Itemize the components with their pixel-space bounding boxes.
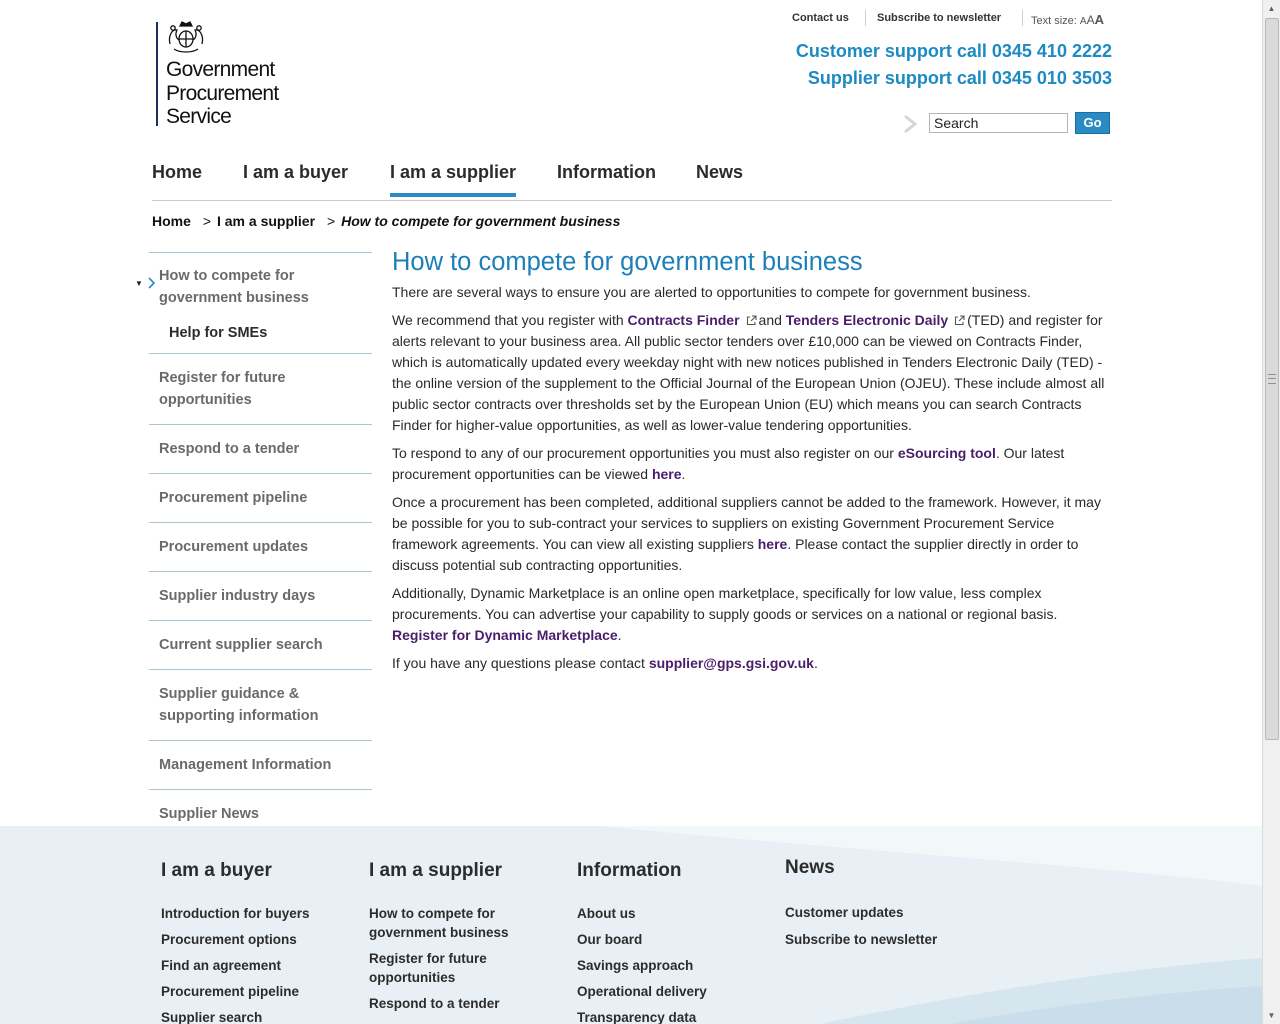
sidebar-item-how-to-compete[interactable] (135, 252, 372, 317)
sidebar-item-management-information[interactable]: Management Information (149, 740, 372, 789)
scroll-up-arrow-icon[interactable]: ▲ (1263, 0, 1280, 17)
paragraph-text: and (758, 312, 786, 328)
paragraph-text: . (617, 627, 622, 643)
footer-link[interactable]: Find an agreement (161, 958, 282, 973)
text-size-label: Text size: (1031, 15, 1077, 27)
paragraph-text: To respond to any of our procurement opportunities you must also register on our (392, 445, 898, 461)
footer-link[interactable]: About us (577, 906, 636, 921)
esourcing-paragraph (392, 443, 1114, 485)
footer-link[interactable]: Procurement pipeline (161, 984, 300, 999)
supplier-support-phone: Supplier support call 0345 010 3503 (807, 68, 1112, 88)
logo-line-3: Service (166, 105, 232, 128)
external-link-icon (746, 315, 757, 326)
footer (0, 826, 1263, 1024)
dynamic-marketplace-paragraph (392, 583, 1114, 646)
sidebar-item-respond-to-tender[interactable]: Respond to a tender (149, 424, 372, 473)
existing-suppliers-here-link[interactable]: here (757, 536, 788, 552)
sidebar-subitem-help-for-smes[interactable]: Help for SMEs (169, 325, 268, 341)
footer-link[interactable]: Introduction for buyers (161, 906, 310, 921)
external-link-icon (954, 315, 965, 326)
footer-link[interactable]: How to compete for government business (369, 906, 509, 940)
search-input[interactable] (929, 113, 1068, 133)
footer-link[interactable]: Subscribe to newsletter (785, 932, 938, 947)
contracts-finder-link[interactable]: Contracts Finder (627, 312, 740, 328)
nav-news[interactable]: News (696, 162, 744, 182)
breadcrumb-supplier[interactable]: I am a supplier (216, 213, 316, 229)
sidebar-item-label: How to compete for (159, 268, 295, 284)
footer-link[interactable]: Respond to a tender (369, 996, 500, 1011)
chevron-right-icon (902, 114, 918, 134)
sidebar-nav (135, 252, 372, 839)
breadcrumb-separator: > (202, 213, 212, 229)
sidebar-item-current-supplier-search[interactable]: Current supplier search (149, 620, 372, 669)
utility-divider (865, 10, 866, 26)
sidebar-item-supplier-news[interactable]: Supplier News (149, 789, 372, 839)
footer-heading: I am a buyer (161, 860, 272, 881)
text-size-large-button[interactable]: A (1094, 12, 1104, 27)
footer-link[interactable]: Our board (577, 932, 643, 947)
paragraph-text: Additionally, Dynamic Marketplace is an online open marketplace, specifically for low value, less complex procurements. You can advertise your capability to supply goods or services on a national or regional basis. (392, 585, 1058, 622)
footer-heading: News (785, 857, 835, 878)
sidebar-item-procurement-pipeline[interactable]: Procurement pipeline (149, 473, 372, 522)
paragraph-text: If you have any questions please contact (392, 655, 649, 671)
footer-column-supplier (369, 860, 519, 1020)
sidebar-item-register-future-opportunities[interactable]: Register for future opportunities (149, 353, 372, 424)
logo-line-1: Government (166, 58, 275, 81)
register-dynamic-marketplace-link[interactable]: Register for Dynamic Marketplace (392, 627, 618, 643)
sidebar-item-supplier-guidance[interactable]: Supplier guidance & supporting information (149, 669, 372, 740)
intro-paragraph: There are several ways to ensure you are alerted to opportunities to compete for government business. (392, 284, 1031, 300)
footer-column-information (577, 860, 707, 1024)
text-size-small-button[interactable]: A (1079, 16, 1087, 27)
breadcrumb-home[interactable]: Home (152, 213, 191, 229)
tenders-electronic-daily-link[interactable]: Tenders Electronic Daily (785, 312, 949, 328)
subscribe-newsletter-link[interactable]: Subscribe to newsletter (877, 12, 1002, 24)
footer-link[interactable]: Customer updates (785, 905, 904, 920)
supplier-email-link[interactable]: supplier@gps.gsi.gov.uk (648, 655, 814, 671)
paragraph-text: . Our latest procurement opportunities can be viewed (392, 445, 1065, 482)
subcontract-paragraph (392, 492, 1114, 576)
page-title: How to compete for government business (392, 248, 863, 276)
paragraph-text: . (681, 466, 686, 482)
logo-line-2: Procurement (166, 81, 279, 105)
paragraph-text: (TED) and register for alerts relevant to your business area. All public sector tenders over £10,000 can be viewed on Contracts Finder, which is automatically updated every weekday night with new notices published in Tenders Electronic Daily (TED) - the online version of the supplement to the Official Journal of the European Union (OJEU). These include almost all public sector contracts over thresholds set by the European Union (EU) which means you can search Contracts Finder for higher-value opportunities, as well as lower-value tendering opportunities. (392, 312, 1105, 433)
logo-wordmark (166, 58, 279, 129)
nav-home[interactable]: Home (152, 162, 203, 182)
nav-i-am-a-supplier[interactable]: I am a supplier (390, 162, 516, 197)
chevron-right-icon (148, 277, 156, 289)
nav-information[interactable]: Information (557, 162, 656, 182)
opportunities-here-link[interactable]: here (651, 466, 682, 482)
utility-divider (1022, 10, 1023, 26)
scroll-down-arrow-icon[interactable]: ▼ (1263, 1007, 1280, 1024)
register-paragraph (392, 310, 1114, 436)
sidebar-item-procurement-updates[interactable]: Procurement updates (149, 522, 372, 571)
footer-link[interactable]: Procurement options (161, 932, 297, 947)
main-nav (152, 160, 1112, 201)
footer-link[interactable]: Operational delivery (577, 984, 707, 999)
customer-support-phone: Customer support call 0345 410 2222 (795, 41, 1112, 61)
scrollbar-grip-icon (1268, 374, 1276, 384)
paragraph-text: We recommend that you register with (392, 312, 628, 328)
vertical-scrollbar[interactable] (1262, 0, 1280, 1024)
logo-bar (156, 22, 158, 126)
footer-link[interactable]: Transparency data (577, 1010, 697, 1024)
sidebar-item-supplier-industry-days[interactable]: Supplier industry days (149, 571, 372, 620)
contact-paragraph (392, 653, 1114, 674)
footer-link[interactable]: Register for future opportunities (369, 951, 487, 985)
main-content (392, 246, 1114, 681)
text-size-control (1031, 12, 1104, 27)
footer-heading: I am a supplier (369, 860, 503, 881)
paragraph-text: . (813, 655, 818, 671)
sidebar-item-label: government business (159, 290, 309, 306)
breadcrumb-current: How to compete for government business (341, 213, 621, 229)
paragraph-text: . Please contact the supplier directly in order to discuss potential sub contracting opportunities. (392, 536, 1079, 573)
footer-column-buyer (161, 860, 310, 1024)
paragraph-text: Once a procurement has been completed, additional suppliers cannot be added to the framework. However, it may be possible for you to sub-contract your services to suppliers on existing Government Procurement Service framework agreements. You can view all existing suppliers (392, 494, 1101, 552)
caret-down-icon: ▼ (135, 279, 143, 288)
breadcrumb (152, 213, 620, 229)
royal-crest-icon (166, 20, 206, 54)
scrollbar-thumb[interactable] (1265, 18, 1279, 740)
text-size-medium-button[interactable]: A (1086, 13, 1095, 27)
footer-column-news (785, 857, 937, 957)
breadcrumb-separator: > (327, 213, 336, 229)
footer-heading: Information (577, 860, 682, 881)
footer-link[interactable]: Savings approach (577, 958, 694, 973)
gps-logo[interactable] (156, 20, 306, 128)
search-go-button[interactable]: Go (1075, 112, 1110, 134)
nav-i-am-a-buyer[interactable]: I am a buyer (243, 162, 349, 182)
esourcing-tool-link[interactable]: eSourcing tool (897, 445, 996, 461)
contact-us-link[interactable]: Contact us (792, 12, 849, 24)
footer-link[interactable]: Supplier search (161, 1010, 263, 1024)
